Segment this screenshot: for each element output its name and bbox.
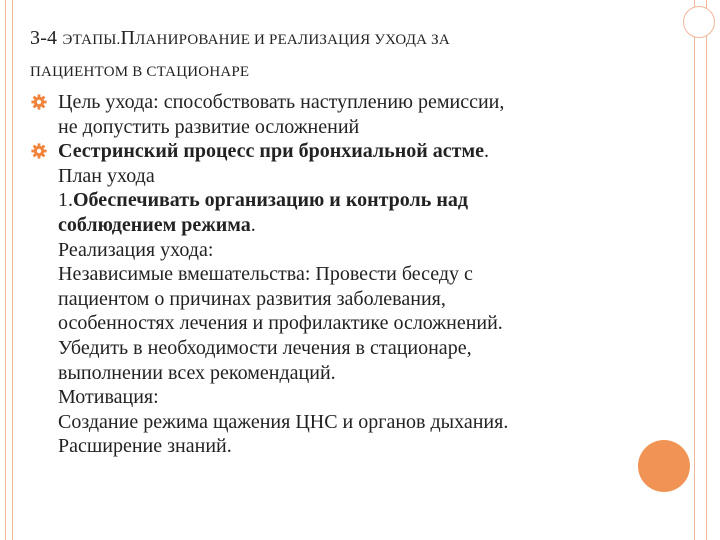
nursing-process-heading (58, 139, 638, 164)
care-plan-item-number: 1. (58, 189, 73, 212)
implementation-label: Реализация ухода: (58, 238, 214, 261)
decorative-circle-outline (683, 6, 715, 38)
motivation-line-2: Расширение знаний. (58, 435, 232, 458)
independent-interventions-line-4: Убедить в необходимости лечения в стационаре, (58, 336, 472, 359)
goal-line-1: Цель ухода: способствовать наступлению ремиссии, (58, 91, 505, 113)
independent-interventions-line-5: выполнении всех рекомендаций. (58, 361, 336, 384)
title-stages-word: ЭТАПЫ. (62, 32, 121, 48)
frame-right-line (694, 0, 695, 540)
title-line-1 (30, 22, 670, 56)
care-plan-item-end: . (250, 213, 256, 236)
care-plan-item-bold-2: соблюдением режима (58, 213, 251, 236)
independent-interventions-line-1: Независимые вмешательства: Провести беседу с (58, 263, 473, 286)
slide-content (58, 90, 638, 459)
goal-line-2: не допустить развитие осложнений (58, 115, 360, 138)
nursing-process-heading-bold: Сестринский процесс при бронхиальной астме (58, 140, 484, 163)
gear-icon (31, 94, 47, 110)
independent-interventions-line-2: пациентом о причинах развития заболевания, (58, 287, 446, 310)
title-number: 3-4 (30, 27, 58, 49)
slide-title (30, 22, 670, 88)
bullet-item-goal (58, 90, 638, 139)
motivation-line-1: Создание режима щажения ЦНС и органов дыхания. (58, 410, 509, 433)
bullet-item-nursing-process (58, 139, 638, 459)
frame-left-line (5, 0, 6, 540)
title-tail-text: ЛАНИРОВАНИЕ И РЕАЛИЗАЦИЯ УХОДА ЗА (135, 32, 450, 48)
title-cap-letter: П (120, 27, 136, 49)
independent-interventions-line-3: особенностях лечения и профилактике осложнений. (58, 312, 503, 335)
care-plan-item-1-line-1 (58, 188, 638, 213)
motivation-label: Мотивация: (58, 386, 159, 409)
nursing-process-heading-end: . (483, 140, 489, 163)
care-plan-item-bold-1: Обеспечивать организацию и контроль над (73, 189, 468, 212)
decorative-circle-filled (638, 440, 690, 492)
gear-icon (31, 143, 47, 159)
frame-left-inner-line (12, 0, 13, 540)
care-plan-label: План ухода (58, 164, 155, 187)
care-plan-item-1-line-2 (58, 213, 638, 238)
frame-right-inner-line (706, 0, 707, 540)
title-line-2: ПАЦИЕНТОМ В СТАЦИОНАРЕ (30, 64, 250, 80)
